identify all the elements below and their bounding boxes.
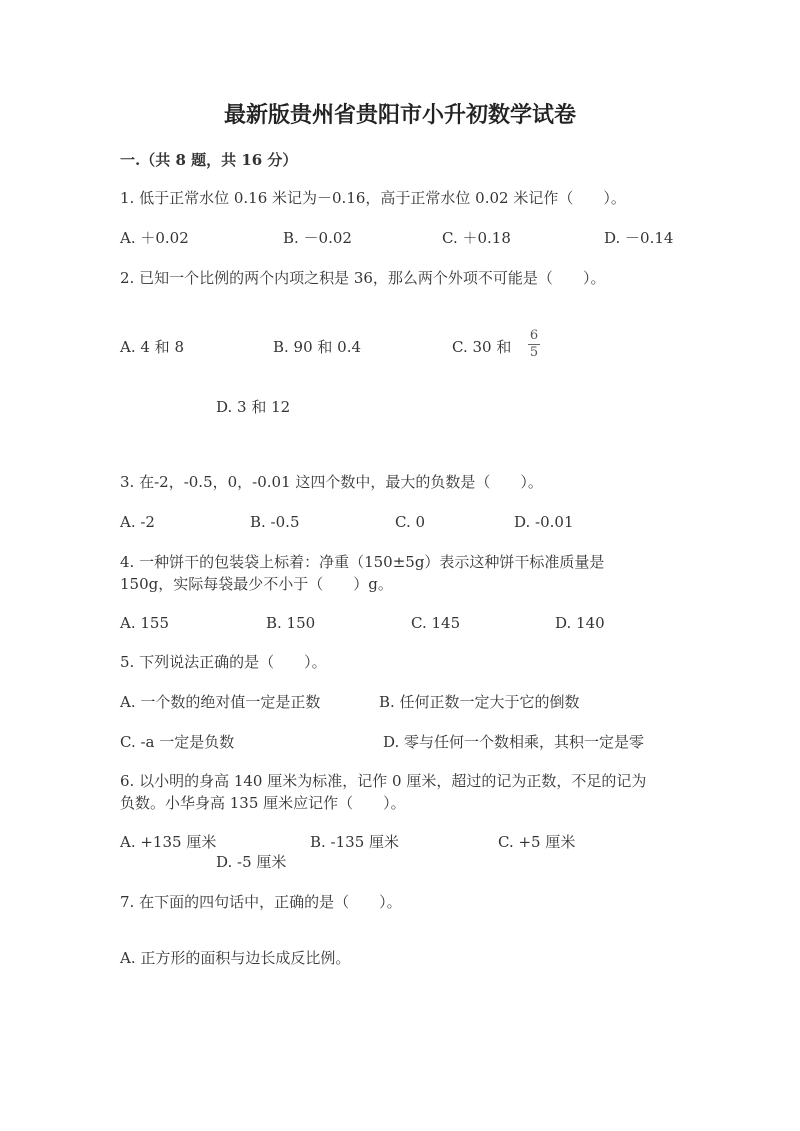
question-6-stem-line-2: 负数。小华身高 135 厘米应记作（ ）。 bbox=[120, 794, 406, 812]
fraction-numerator: 6 bbox=[529, 328, 539, 343]
question-5-option-c: C. -a 一定是负数 bbox=[120, 733, 235, 751]
question-6-option-d: D. -5 厘米 bbox=[216, 853, 287, 871]
question-6-option-a: A. +135 厘米 bbox=[120, 833, 217, 851]
question-7-stem: 7. 在下面的四句话中，正确的是（ ）。 bbox=[120, 893, 402, 911]
question-1-option-c: C. ＋0.18 bbox=[442, 229, 511, 247]
question-3-option-b: B. -0.5 bbox=[250, 513, 300, 531]
question-6-stem-line-1: 6. 以小明的身高 140 厘米为标准，记作 0 厘米，超过的记为正数，不足的记为 bbox=[120, 772, 647, 790]
question-1-stem: 1. 低于正常水位 0.16 米记为－0.16，高于正常水位 0.02 米记作（ ）。 bbox=[120, 189, 626, 207]
question-4-option-a: A. 155 bbox=[120, 614, 169, 632]
question-6-option-b: B. -135 厘米 bbox=[310, 833, 400, 851]
question-4-stem-line-2: 150g，实际每袋最少不小于（ ）g。 bbox=[120, 575, 393, 593]
question-4-option-d: D. 140 bbox=[555, 614, 605, 632]
section-header: 一.（共 8 题，共 16 分） bbox=[120, 151, 298, 169]
question-2-option-a: A. 4 和 8 bbox=[120, 338, 184, 356]
question-4-stem-line-1: 4. 一种饼干的包装袋上标着：净重（150±5g）表示这种饼干标准质量是 bbox=[120, 553, 605, 571]
question-5-stem: 5. 下列说法正确的是（ ）。 bbox=[120, 653, 327, 671]
question-3-option-c: C. 0 bbox=[395, 513, 426, 531]
question-4-option-b: B. 150 bbox=[266, 614, 316, 632]
page-title: 最新版贵州省贵阳市小升初数学试卷 bbox=[223, 102, 576, 128]
question-4-option-c: C. 145 bbox=[411, 614, 461, 632]
question-2-option-c: C. 30 和 bbox=[452, 338, 512, 356]
question-7-option-a: A. 正方形的面积与边长成反比例。 bbox=[120, 949, 351, 967]
question-5-option-b: B. 任何正数一定大于它的倒数 bbox=[379, 693, 580, 711]
fraction-six-fifths bbox=[526, 329, 542, 360]
question-2-option-d: D. 3 和 12 bbox=[216, 398, 291, 416]
question-6-option-c: C. +5 厘米 bbox=[498, 833, 576, 851]
question-1-option-d: D. －0.14 bbox=[604, 229, 674, 247]
question-2-option-b: B. 90 和 0.4 bbox=[273, 338, 362, 356]
question-5-option-a: A. 一个数的绝对值一定是正数 bbox=[120, 693, 321, 711]
fraction-denominator: 5 bbox=[529, 345, 539, 360]
question-1-option-b: B. －0.02 bbox=[283, 229, 352, 247]
question-1-option-a: A. ＋0.02 bbox=[120, 229, 189, 247]
question-3-option-d: D. -0.01 bbox=[514, 513, 574, 531]
question-2-stem: 2. 已知一个比例的两个内项之积是 36，那么两个外项不可能是（ ）。 bbox=[120, 269, 606, 287]
question-3-stem: 3. 在-2，-0.5，0，-0.01 这四个数中，最大的负数是（ ）。 bbox=[120, 473, 543, 491]
question-5-option-d: D. 零与任何一个数相乘，其积一定是零 bbox=[383, 733, 645, 751]
question-3-option-a: A. -2 bbox=[120, 513, 155, 531]
